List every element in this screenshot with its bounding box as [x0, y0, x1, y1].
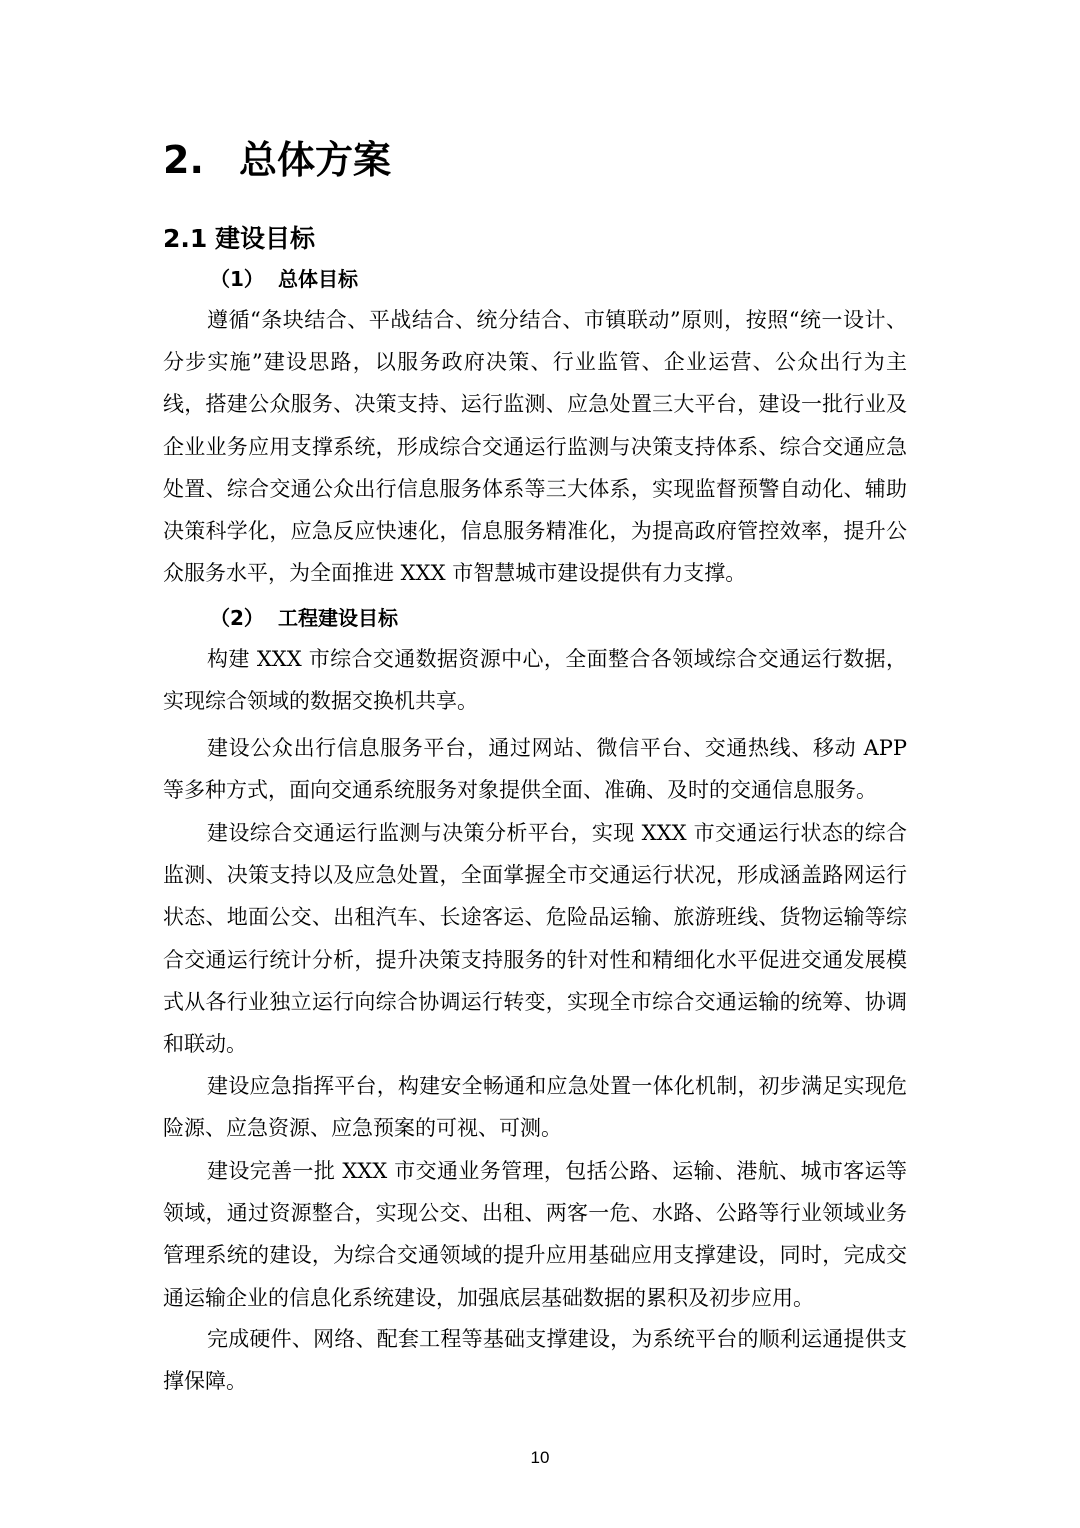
chapter-title: 总体方案	[239, 138, 392, 182]
subsection-title: 工程建设目标	[278, 606, 398, 630]
subsection-number: （2）	[210, 606, 264, 630]
paragraph-infrastructure: 完成硬件、网络、配套工程等基础支撑建设，为系统平台的顺利运通提供支撑保障。	[163, 1327, 907, 1394]
subsection-heading-engineering-goal	[210, 601, 398, 635]
section-number: 2.1	[163, 224, 208, 253]
subsection-title: 总体目标	[278, 267, 358, 291]
paragraph-data-center: 构建 XXX 市综合交通数据资源中心，全面整合各领域综合交通运行数据，实现综合领域的数据交换机共享。	[163, 647, 907, 714]
chapter-heading	[163, 128, 391, 192]
paragraph-emergency-platform: 建设应急指挥平台，构建安全畅通和应急处置一体化机制，初步满足实现危险源、应急资源、应急预案的可视、可测。	[163, 1074, 907, 1141]
chapter-number: 2.	[163, 138, 204, 182]
paragraph-business-management: 建设完善一批 XXX 市交通业务管理，包括公路、运输、港航、城市客运等领域，通过资源整合，实现公交、出租、两客一危、水路、公路等行业领域业务管理系统的建设，为综合交通领域的提升应用基础应用支撑建设，同时，完成交通运输企业的信息化系统建设，加强底层基础数据的累积及初步应用。	[163, 1159, 907, 1310]
subsection-heading-overall-goal	[210, 262, 358, 296]
section-title: 建设目标	[215, 224, 316, 253]
section-heading	[163, 218, 315, 260]
paragraph-monitoring-platform: 建设综合交通运行监测与决策分析平台，实现 XXX 市交通运行状态的综合监测、决策支持以及应急处置，全面掌握全市交通运行状况，形成涵盖路网运行状态、地面公交、出租汽车、长途客运、危险品运输、旅游班线、货物运输等综合交通运行统计分析，提升决策支持服务的针对性和精细化水平促进交通发展模式从各行业独立运行向综合协调运行转变，实现全市综合交通运输的统筹、协调和联动。	[163, 821, 907, 1057]
page-number: 10	[530, 1448, 550, 1467]
paragraph-public-travel-platform: 建设公众出行信息服务平台，通过网站、微信平台、交通热线、移动 APP 等多种方式，面向交通系统服务对象提供全面、准确、及时的交通信息服务。	[163, 736, 907, 803]
paragraph-overall-goal: 遵循“条块结合、平战结合、统分结合、市镇联动”原则，按照“统一设计、分步实施”建设思路，以服务政府决策、行业监管、企业运营、公众出行为主线，搭建公众服务、决策支持、运行监测、应急处置三大平台，建设一批行业及企业业务应用支撑系统，形成综合交通运行监测与决策支持体系、综合交通应急处置、综合交通公众出行信息服务体系等三大体系，实现监督预警自动化、辅助决策科学化，应急反应快速化，信息服务精准化，为提高政府管控效率，提升公众服务水平，为全面推进 XXX 市智慧城市建设提供有力支撑。	[163, 308, 907, 586]
subsection-number: （1）	[210, 267, 264, 291]
